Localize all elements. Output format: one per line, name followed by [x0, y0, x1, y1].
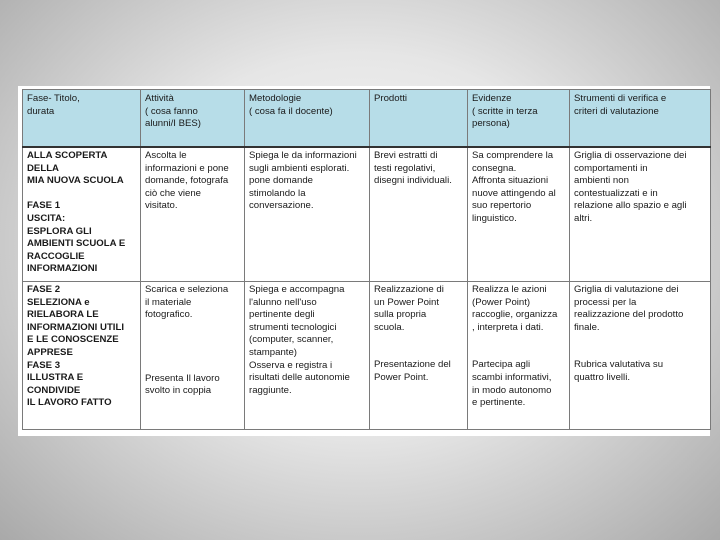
- cell-text-line: disegni individuali.: [374, 175, 452, 187]
- cell-text-line: ILLUSTRA E CONDIVIDE: [27, 372, 84, 396]
- cell-text-line: svolto in coppia: [145, 385, 212, 397]
- prodotti-cell: [370, 147, 468, 282]
- cell-text-line: contestualizzati e in: [574, 187, 658, 199]
- cell-text-line: visitato.: [145, 200, 178, 212]
- cell-text-line: l'alunno nell'uso: [249, 296, 317, 308]
- cell-text-line: Metodologie: [249, 93, 302, 104]
- cell-text-line: in modo autonomo: [472, 384, 552, 396]
- cell-text-line: informazioni e pone: [145, 162, 229, 174]
- cell-text-line: (Power Point): [472, 296, 531, 308]
- cell-text-line: Brevi estratti di: [374, 150, 438, 161]
- cell-text-line: INFORMAZIONI: [27, 263, 98, 275]
- cell-text-line: suo repertorio: [472, 200, 532, 212]
- prodotti-cell: [370, 282, 468, 430]
- cell-text-line: scambi informativi,: [472, 371, 552, 383]
- cell-text-line: Affronta situazioni: [472, 175, 549, 187]
- strumenti-block-b: [574, 359, 706, 384]
- cell-text-line: ALLA SCOPERTA DELLA: [27, 150, 108, 174]
- cell-text-line: FASE 3: [27, 359, 61, 371]
- cell-text-line: , interpreta i dati.: [472, 321, 544, 333]
- cell-text-line: Presenta Il lavoro: [145, 372, 220, 384]
- cell-text-line: APPRESE: [27, 346, 73, 358]
- cell-text-line: finale.: [574, 321, 600, 333]
- cell-text-line: conversazione.: [249, 200, 314, 212]
- cell-text-line: raccoglie, organizza: [472, 309, 558, 321]
- cell-text-line: INFORMAZIONI UTILI: [27, 321, 124, 333]
- cell-text-line: USCITA:: [27, 212, 66, 224]
- cell-text-line: AMBIENTI SCUOLA E: [27, 238, 126, 250]
- evidenze-cell: [468, 147, 570, 282]
- cell-text-line: E LE CONOSCENZE: [27, 334, 119, 346]
- cell-text-line: sulla propria: [374, 309, 427, 321]
- cell-text-line: [27, 188, 136, 201]
- cell-text-line: e pertinente.: [472, 397, 526, 409]
- header-metodologie: [245, 90, 370, 148]
- cell-text-line: altri.: [574, 212, 593, 224]
- attivita-cell: [141, 147, 245, 282]
- cell-text-line: raggiunte.: [249, 384, 292, 396]
- cell-text-line: stimolando la: [249, 187, 306, 199]
- cell-text-line: Evidenze: [472, 93, 512, 104]
- header-attivita: [141, 90, 245, 148]
- cell-text-line: Power Point.: [374, 371, 429, 383]
- cell-text-line: Realizzazione di: [374, 284, 444, 295]
- cell-text-line: consegna.: [472, 162, 517, 174]
- cell-text-line: testi regolativi,: [374, 162, 436, 174]
- cell-text-line: Rubrica valutativa su: [574, 359, 664, 371]
- cell-text-line: Strumenti di verifica e: [574, 93, 667, 104]
- strumenti-cell: [570, 282, 711, 430]
- cell-text-line: domande, fotografa: [145, 175, 229, 187]
- cell-text-line: stampante): [249, 346, 297, 358]
- cell-text-line: Realizza le azioni: [472, 284, 547, 295]
- cell-text-line: fotografico.: [145, 309, 193, 321]
- cell-text-line: il materiale: [145, 296, 192, 308]
- cell-text-line: RACCOGLIE: [27, 250, 85, 262]
- prodotti-block-b: [374, 359, 463, 384]
- cell-text-line: Presentazione del: [374, 359, 451, 371]
- fase-cell: [23, 282, 141, 430]
- cell-text-line: relazione allo spazio e agli: [574, 200, 687, 212]
- cell-text-line: Spiega le da informazioni: [249, 150, 357, 161]
- cell-text-line: ESPLORA GLI: [27, 225, 92, 237]
- cell-text-line: Fase- Titolo,: [27, 93, 80, 104]
- evidenze-cell: [468, 282, 570, 430]
- evidenze-block-a: [472, 284, 565, 334]
- cell-text-line: FASE 2: [27, 284, 61, 295]
- metodologie-block-b: [249, 360, 365, 398]
- cell-text-line: Scarica e seleziona: [145, 284, 229, 295]
- slide-card: [18, 86, 710, 436]
- cell-text-line: nuove attingendo al: [472, 187, 556, 199]
- metodologie-cell: [245, 282, 370, 430]
- cell-text-line: criteri di valutazione: [574, 105, 659, 117]
- cell-text-line: durata: [27, 105, 55, 117]
- cell-text-line: ( scritte in terza: [472, 105, 538, 117]
- attivita-cell: [141, 282, 245, 430]
- header-fase: [23, 90, 141, 148]
- cell-text-line: SELEZIONA e: [27, 296, 90, 308]
- cell-text-line: realizzazione del prodotto: [574, 309, 684, 321]
- cell-text-line: ( cosa fanno: [145, 105, 198, 117]
- cell-text-line: pone domande: [249, 175, 314, 187]
- metodologie-block-a: [249, 284, 365, 360]
- cell-text-line: pertinente degli: [249, 309, 315, 321]
- cell-text-line: Ascolta le: [145, 150, 187, 161]
- cell-text-line: ambienti non: [574, 175, 629, 187]
- header-prodotti: [370, 90, 468, 148]
- cell-text-line: Spiega e accompagna: [249, 284, 345, 295]
- header-strumenti: [570, 90, 711, 148]
- header-evidenze: [468, 90, 570, 148]
- cell-text-line: scuola.: [374, 321, 405, 333]
- header-row: [23, 90, 711, 148]
- cell-text-line: Osserva e registra i: [249, 359, 333, 371]
- cell-text-line: risultati delle autonomie: [249, 372, 350, 384]
- planning-table: [22, 89, 711, 430]
- table-row: [23, 282, 711, 430]
- attivita-block-a: [145, 284, 240, 322]
- cell-text-line: comportamenti in: [574, 162, 648, 174]
- table-row: [23, 147, 711, 282]
- strumenti-cell: [570, 147, 711, 282]
- cell-text-line: ciò che viene: [145, 187, 201, 199]
- cell-text-line: IL LAVORO FATTO: [27, 397, 112, 409]
- cell-text-line: Griglia di valutazione dei: [574, 284, 679, 295]
- attivita-block-b: [145, 373, 240, 398]
- cell-text-line: (computer, scanner,: [249, 334, 334, 346]
- cell-text-line: sugli ambienti esplorati.: [249, 162, 350, 174]
- cell-text-line: processi per la: [574, 296, 637, 308]
- cell-text-line: Griglia di osservazione dei: [574, 150, 687, 161]
- cell-text-line: Prodotti: [374, 93, 408, 104]
- cell-text-line: RIELABORA LE: [27, 309, 99, 321]
- strumenti-block-a: [574, 284, 706, 334]
- cell-text-line: un Power Point: [374, 296, 440, 308]
- cell-text-line: linguistico.: [472, 212, 517, 224]
- cell-text-line: persona): [472, 118, 510, 130]
- cell-text-line: strumenti tecnologici: [249, 321, 337, 333]
- cell-text-line: Attività: [145, 93, 174, 104]
- cell-text-line: ( cosa fa il docente): [249, 105, 333, 117]
- cell-text-line: alunni/I BES): [145, 118, 201, 130]
- evidenze-block-b: [472, 359, 565, 409]
- cell-text-line: Partecipa agli: [472, 359, 531, 371]
- cell-text-line: Sa comprendere la: [472, 150, 554, 161]
- fase-cell: [23, 147, 141, 282]
- prodotti-block-a: [374, 284, 463, 334]
- cell-text-line: FASE 1: [27, 200, 61, 212]
- cell-text-line: MIA NUOVA SCUOLA: [27, 175, 124, 187]
- metodologie-cell: [245, 147, 370, 282]
- cell-text-line: quattro livelli.: [574, 371, 630, 383]
